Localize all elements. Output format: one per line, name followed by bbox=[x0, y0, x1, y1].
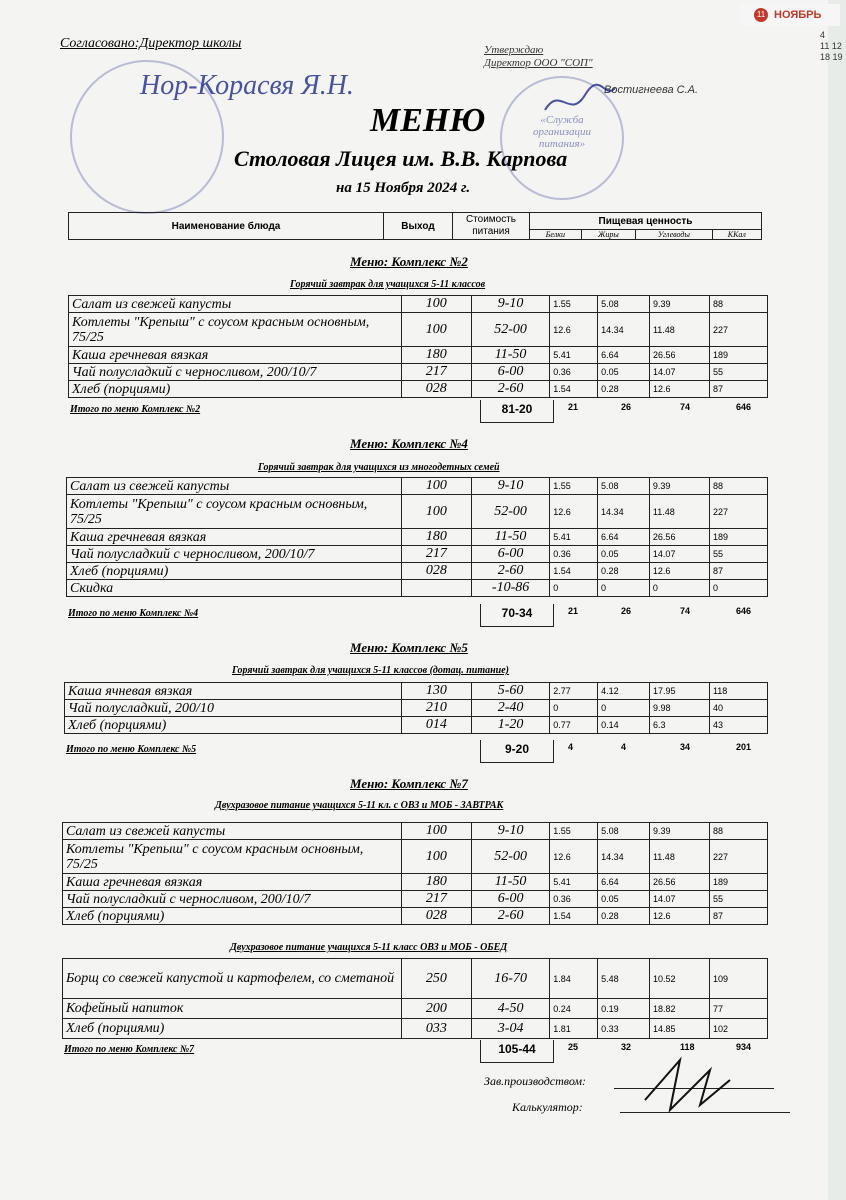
dish-proteins: 0.36 bbox=[550, 546, 598, 563]
dish-price: 1-20 bbox=[471, 717, 549, 734]
dish-kcal: 189 bbox=[709, 874, 767, 891]
dish-proteins: 5.41 bbox=[550, 874, 598, 891]
dish-output: 014 bbox=[401, 717, 471, 734]
dish-kcal: 118 bbox=[709, 683, 767, 700]
dish-output: 180 bbox=[401, 529, 471, 546]
dish-carbs: 12.6 bbox=[649, 563, 709, 580]
col-fats: Жиры bbox=[581, 230, 635, 240]
dish-fats: 0.28 bbox=[598, 563, 650, 580]
approval-right bbox=[484, 44, 593, 70]
dish-price: 52-00 bbox=[471, 840, 549, 874]
dish-kcal: 55 bbox=[709, 891, 767, 908]
dish-price: -10-86 bbox=[471, 580, 549, 597]
total-price: 70-34 bbox=[480, 604, 554, 627]
dish-row bbox=[65, 700, 768, 717]
dish-output: 100 bbox=[401, 478, 471, 495]
dish-name: Котлеты "Крепыш" с соусом красным основным, 75/25 bbox=[67, 495, 402, 529]
dish-output: 033 bbox=[401, 1019, 471, 1039]
dish-proteins: 5.41 bbox=[550, 347, 598, 364]
dish-row bbox=[69, 347, 768, 364]
dish-fats: 5.08 bbox=[598, 478, 650, 495]
approval-right-line2: Директор ООО "СОП" bbox=[484, 57, 593, 69]
dish-fats: 6.64 bbox=[598, 529, 650, 546]
dish-row bbox=[69, 296, 768, 313]
dish-fats: 6.64 bbox=[598, 347, 650, 364]
dish-fats: 0.05 bbox=[598, 364, 650, 381]
dish-price: 6-00 bbox=[471, 546, 549, 563]
dish-row bbox=[67, 495, 768, 529]
dish-carbs: 17.95 bbox=[649, 683, 709, 700]
dish-table bbox=[66, 477, 768, 597]
dish-output: 217 bbox=[401, 891, 471, 908]
dish-carbs: 26.56 bbox=[649, 347, 709, 364]
dish-fats: 0.28 bbox=[598, 381, 650, 398]
col-name: Наименование блюда bbox=[69, 213, 384, 240]
dish-fats: 14.34 bbox=[598, 840, 650, 874]
dish-price: 2-60 bbox=[471, 563, 549, 580]
dish-kcal: 40 bbox=[709, 700, 767, 717]
dish-kcal: 87 bbox=[709, 381, 767, 398]
section-subtitle-2: Двухразовое питание учащихся 5-11 класс ОВЗ и МОБ - ОБЕД bbox=[230, 942, 508, 953]
total-fats: 26 bbox=[621, 402, 632, 412]
stamp-text: «Служба организации питания» bbox=[532, 114, 592, 150]
dish-output: 100 bbox=[401, 840, 471, 874]
dish-name: Чай полусладкий с черносливом, 200/10/7 bbox=[67, 546, 402, 563]
dish-proteins: 1.55 bbox=[550, 478, 598, 495]
dish-carbs: 14.85 bbox=[649, 1019, 709, 1039]
dish-name: Каша гречневая вязкая bbox=[67, 529, 402, 546]
dish-output: 210 bbox=[401, 700, 471, 717]
dish-kcal: 0 bbox=[709, 580, 767, 597]
dish-kcal: 109 bbox=[709, 959, 767, 999]
dish-fats: 0 bbox=[598, 580, 650, 597]
dish-row bbox=[69, 381, 768, 398]
calculator-label: Калькулятор: bbox=[512, 1100, 583, 1114]
dish-output: 130 bbox=[401, 683, 471, 700]
dish-price: 11-50 bbox=[471, 874, 549, 891]
dish-name: Хлеб (порциями) bbox=[65, 717, 402, 734]
dish-name: Котлеты "Крепыш" с соусом красным основным, 75/25 bbox=[63, 840, 402, 874]
dish-proteins: 12.6 bbox=[550, 313, 598, 347]
approval-fio: Востигнеева С.А. bbox=[604, 84, 699, 96]
dish-carbs: 11.48 bbox=[649, 313, 709, 347]
dish-name: Скидка bbox=[67, 580, 402, 597]
dish-carbs: 12.6 bbox=[649, 381, 709, 398]
dish-fats: 0.28 bbox=[598, 908, 650, 925]
total-label: Итого по меню Комплекс №2 bbox=[70, 404, 201, 415]
total-label: Итого по меню Комплекс №5 bbox=[66, 744, 197, 755]
dish-table bbox=[68, 295, 768, 398]
dish-output: 200 bbox=[401, 999, 471, 1019]
dish-carbs: 9.39 bbox=[649, 478, 709, 495]
dish-price: 5-60 bbox=[471, 683, 549, 700]
total-proteins: 21 bbox=[568, 402, 579, 412]
dish-row bbox=[65, 717, 768, 734]
calendar-month: НОЯБРЬ bbox=[774, 9, 822, 21]
dish-kcal: 189 bbox=[709, 529, 767, 546]
dish-carbs: 14.07 bbox=[649, 546, 709, 563]
dish-row bbox=[63, 823, 768, 840]
dish-name: Чай полусладкий, 200/10 bbox=[65, 700, 402, 717]
dish-kcal: 227 bbox=[709, 495, 767, 529]
dish-price: 52-00 bbox=[471, 495, 549, 529]
dish-row bbox=[67, 563, 768, 580]
dish-carbs: 9.98 bbox=[649, 700, 709, 717]
dish-name: Каша ячневая вязкая bbox=[65, 683, 402, 700]
page-title: МЕНЮ bbox=[370, 102, 486, 139]
dish-proteins: 1.54 bbox=[550, 908, 598, 925]
dish-output: 100 bbox=[401, 495, 471, 529]
dish-proteins: 0.36 bbox=[550, 364, 598, 381]
dish-kcal: 88 bbox=[709, 823, 767, 840]
signature-right bbox=[540, 80, 620, 120]
section-subtitle: Горячий завтрак для учащихся из многодетных семей bbox=[258, 462, 500, 473]
total-fats: 32 bbox=[621, 1042, 632, 1052]
dish-row bbox=[63, 959, 768, 999]
dish-row bbox=[63, 999, 768, 1019]
dish-proteins: 12.6 bbox=[550, 840, 598, 874]
dish-table bbox=[62, 822, 768, 925]
production-label: Зав.производством: bbox=[484, 1074, 587, 1088]
dish-carbs: 18.82 bbox=[649, 999, 709, 1019]
col-cost-line1: Стоимость bbox=[465, 214, 517, 225]
dish-output: 028 bbox=[401, 908, 471, 925]
dish-fats: 0.05 bbox=[598, 546, 650, 563]
dish-name: Салат из свежей капусты bbox=[69, 296, 402, 313]
dish-name: Салат из свежей капусты bbox=[63, 823, 402, 840]
dish-fats: 5.48 bbox=[598, 959, 650, 999]
dish-output: 100 bbox=[401, 313, 471, 347]
dish-fats: 14.34 bbox=[598, 313, 650, 347]
dish-proteins: 12.6 bbox=[550, 495, 598, 529]
total-fats: 4 bbox=[621, 742, 627, 752]
dish-row bbox=[67, 546, 768, 563]
section-subtitle: Горячий завтрак для учащихся 5-11 классов bbox=[290, 279, 486, 290]
dish-output: 217 bbox=[401, 546, 471, 563]
section-title: Меню: Комплекс №4 bbox=[350, 436, 468, 451]
col-cost-line2: питания bbox=[472, 226, 510, 237]
dish-row bbox=[67, 580, 768, 597]
dish-price: 9-10 bbox=[471, 823, 549, 840]
dish-proteins: 2.77 bbox=[550, 683, 598, 700]
dish-fats: 0.14 bbox=[598, 717, 650, 734]
dish-price: 9-10 bbox=[471, 296, 549, 313]
dish-row bbox=[69, 364, 768, 381]
dish-row bbox=[63, 891, 768, 908]
section-title: Меню: Комплекс №2 bbox=[350, 254, 468, 269]
dish-kcal: 55 bbox=[709, 546, 767, 563]
col-cost bbox=[453, 213, 530, 240]
dish-carbs: 26.56 bbox=[649, 874, 709, 891]
dish-output: 100 bbox=[401, 823, 471, 840]
total-proteins: 25 bbox=[568, 1042, 579, 1052]
total-kcal: 646 bbox=[736, 402, 752, 412]
dish-row bbox=[63, 908, 768, 925]
dish-proteins: 5.41 bbox=[550, 529, 598, 546]
total-label: Итого по меню Комплекс №7 bbox=[64, 1044, 195, 1055]
total-price: 105-44 bbox=[480, 1040, 554, 1063]
section-title: Меню: Комплекс №5 bbox=[350, 640, 468, 655]
dish-row bbox=[67, 478, 768, 495]
dish-name: Кофейный напиток bbox=[63, 999, 402, 1019]
dish-name: Хлеб (порциями) bbox=[63, 908, 402, 925]
dish-row bbox=[63, 840, 768, 874]
dish-kcal: 77 bbox=[709, 999, 767, 1019]
dish-row bbox=[67, 529, 768, 546]
dish-fats: 5.08 bbox=[598, 296, 650, 313]
dish-kcal: 87 bbox=[709, 908, 767, 925]
dish-carbs: 9.39 bbox=[649, 296, 709, 313]
dish-proteins: 0.77 bbox=[550, 717, 598, 734]
total-price: 81-20 bbox=[480, 400, 554, 423]
dish-kcal: 87 bbox=[709, 563, 767, 580]
dish-carbs: 11.48 bbox=[649, 840, 709, 874]
calendar-day-badge: 11 bbox=[754, 8, 768, 22]
dish-name: Хлеб (порциями) bbox=[67, 563, 402, 580]
dish-output: 028 bbox=[401, 381, 471, 398]
col-kcal: ККал bbox=[712, 230, 761, 240]
dish-price: 4-50 bbox=[471, 999, 549, 1019]
dish-kcal: 88 bbox=[709, 296, 767, 313]
col-proteins: Белки bbox=[530, 230, 582, 240]
dish-row bbox=[65, 683, 768, 700]
section-subtitle: Двухразовое питание учащихся 5-11 кл. с ОВЗ и МОБ - ЗАВТРАК bbox=[215, 800, 504, 811]
dish-output: 250 bbox=[401, 959, 471, 999]
page-edge bbox=[828, 0, 846, 1200]
dish-kcal: 43 bbox=[709, 717, 767, 734]
dish-output: 180 bbox=[401, 347, 471, 364]
dish-name: Хлеб (порциями) bbox=[63, 1019, 402, 1039]
dish-proteins: 0 bbox=[550, 700, 598, 717]
dish-carbs: 10.52 bbox=[649, 959, 709, 999]
dish-proteins: 1.54 bbox=[550, 563, 598, 580]
dish-name: Хлеб (порциями) bbox=[69, 381, 402, 398]
dish-price: 52-00 bbox=[471, 313, 549, 347]
total-kcal: 646 bbox=[736, 606, 752, 616]
menu-date: на 15 Ноября 2024 г. bbox=[336, 180, 471, 196]
dish-carbs: 0 bbox=[649, 580, 709, 597]
dish-price: 6-00 bbox=[471, 364, 549, 381]
dish-fats: 0.33 bbox=[598, 1019, 650, 1039]
dish-kcal: 88 bbox=[709, 478, 767, 495]
dish-price: 16-70 bbox=[471, 959, 549, 999]
dish-fats: 14.34 bbox=[598, 495, 650, 529]
total-proteins: 4 bbox=[568, 742, 574, 752]
signature-left: Нор-Корасвя Я.Н. bbox=[140, 70, 354, 101]
dish-output: 028 bbox=[401, 563, 471, 580]
dish-kcal: 189 bbox=[709, 347, 767, 364]
dish-price: 6-00 bbox=[471, 891, 549, 908]
dish-row bbox=[69, 313, 768, 347]
dish-price: 2-40 bbox=[471, 700, 549, 717]
dish-price: 11-50 bbox=[471, 347, 549, 364]
dish-fats: 0.05 bbox=[598, 891, 650, 908]
dish-fats: 5.08 bbox=[598, 823, 650, 840]
dish-price: 3-04 bbox=[471, 1019, 549, 1039]
total-price: 9-20 bbox=[480, 740, 554, 763]
dish-row bbox=[63, 874, 768, 891]
dish-proteins: 1.55 bbox=[550, 823, 598, 840]
calendar-tab bbox=[740, 4, 840, 26]
col-nutrition: Пищевая ценность bbox=[530, 213, 762, 230]
dish-price: 9-10 bbox=[471, 478, 549, 495]
page-subtitle: Столовая Лицея им. В.В. Карпова bbox=[234, 146, 568, 171]
dish-fats: 6.64 bbox=[598, 874, 650, 891]
total-carbs: 74 bbox=[680, 606, 691, 616]
dish-price: 11-50 bbox=[471, 529, 549, 546]
dish-proteins: 1.54 bbox=[550, 381, 598, 398]
total-kcal: 934 bbox=[736, 1042, 752, 1052]
dish-output: 180 bbox=[401, 874, 471, 891]
dish-fats: 0.19 bbox=[598, 999, 650, 1019]
dish-name: Каша гречневая вязкая bbox=[63, 874, 402, 891]
dish-proteins: 0.24 bbox=[550, 999, 598, 1019]
dish-proteins: 1.81 bbox=[550, 1019, 598, 1039]
dish-proteins: 0.36 bbox=[550, 891, 598, 908]
section-subtitle: Горячий завтрак для учащихся 5-11 классов (дотац. питание) bbox=[232, 665, 509, 676]
dish-output: 217 bbox=[401, 364, 471, 381]
dish-carbs: 9.39 bbox=[649, 823, 709, 840]
dish-name: Котлеты "Крепыш" с соусом красным основным, 75/25 bbox=[69, 313, 402, 347]
dish-proteins: 1.84 bbox=[550, 959, 598, 999]
dish-name: Каша гречневая вязкая bbox=[69, 347, 402, 364]
dish-carbs: 11.48 bbox=[649, 495, 709, 529]
dish-table bbox=[64, 682, 768, 734]
dish-fats: 0 bbox=[598, 700, 650, 717]
dish-name: Чай полусладкий с черносливом, 200/10/7 bbox=[63, 891, 402, 908]
total-carbs: 74 bbox=[680, 402, 691, 412]
column-header-table bbox=[68, 212, 762, 240]
dish-carbs: 26.56 bbox=[649, 529, 709, 546]
calendar-numbers: 4 11 12 18 19 bbox=[820, 30, 843, 62]
approval-right-line1: Утверждаю bbox=[484, 44, 544, 56]
dish-price: 2-60 bbox=[471, 908, 549, 925]
dish-carbs: 12.6 bbox=[649, 908, 709, 925]
dish-kcal: 55 bbox=[709, 364, 767, 381]
dish-name: Салат из свежей капусты bbox=[67, 478, 402, 495]
dish-output bbox=[401, 580, 471, 597]
dish-row bbox=[63, 1019, 768, 1039]
dish-table bbox=[62, 958, 768, 1039]
dish-name: Чай полусладкий с черносливом, 200/10/7 bbox=[69, 364, 402, 381]
approval-left: Согласовано:Директор школы bbox=[60, 36, 242, 51]
total-fats: 26 bbox=[621, 606, 632, 616]
total-proteins: 21 bbox=[568, 606, 579, 616]
total-carbs: 118 bbox=[680, 1042, 695, 1052]
dish-kcal: 227 bbox=[709, 313, 767, 347]
footer-signature bbox=[640, 1050, 740, 1120]
total-kcal: 201 bbox=[736, 742, 752, 752]
dish-carbs: 6.3 bbox=[649, 717, 709, 734]
dish-output: 100 bbox=[401, 296, 471, 313]
dish-kcal: 102 bbox=[709, 1019, 767, 1039]
dish-proteins: 1.55 bbox=[550, 296, 598, 313]
total-label: Итого по меню Комплекс №4 bbox=[68, 608, 199, 619]
dish-carbs: 14.07 bbox=[649, 364, 709, 381]
dish-name: Борщ со свежей капустой и картофелем, со сметаной bbox=[63, 959, 402, 999]
dish-kcal: 227 bbox=[709, 840, 767, 874]
dish-price: 2-60 bbox=[471, 381, 549, 398]
col-output: Выход bbox=[384, 213, 453, 240]
dish-fats: 4.12 bbox=[598, 683, 650, 700]
dish-carbs: 14.07 bbox=[649, 891, 709, 908]
dish-proteins: 0 bbox=[550, 580, 598, 597]
total-carbs: 34 bbox=[680, 742, 691, 752]
section-title: Меню: Комплекс №7 bbox=[350, 776, 468, 791]
col-carbs: Углеводы bbox=[636, 230, 713, 240]
